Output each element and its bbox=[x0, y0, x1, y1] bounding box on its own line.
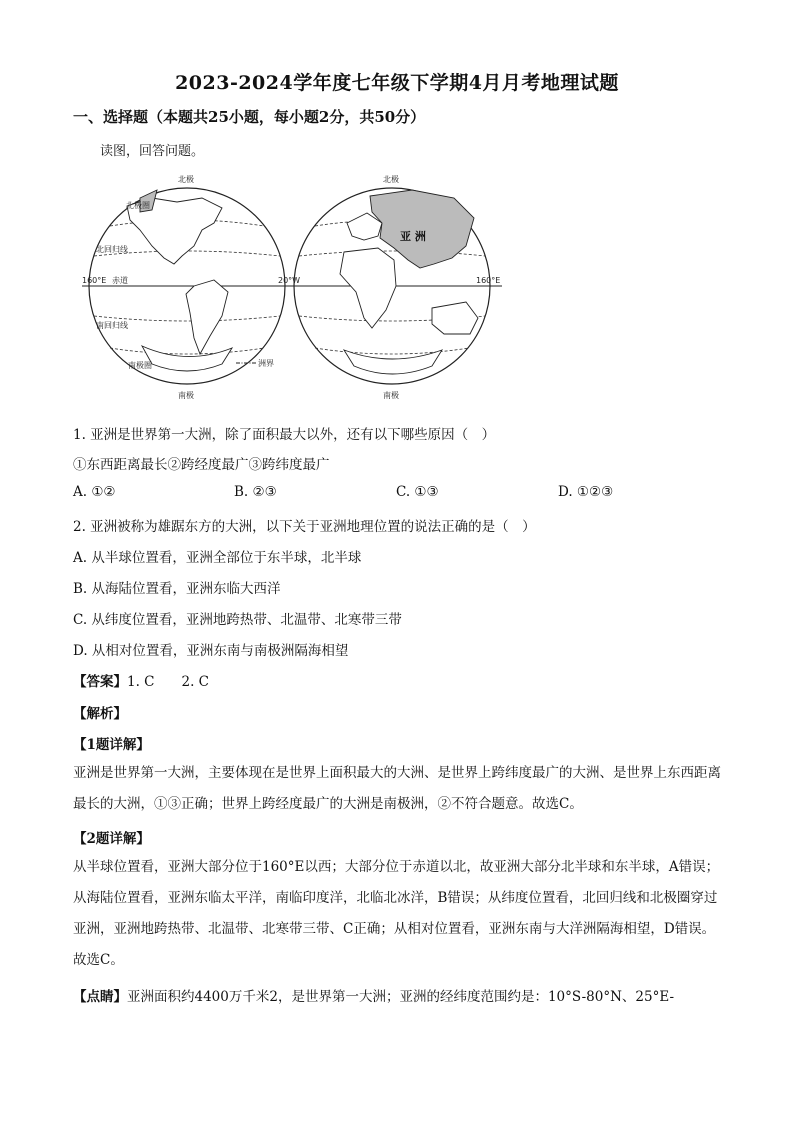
arctic-circle-label: 北极圈 bbox=[126, 201, 150, 210]
q1-option-c[interactable]: C. ①③ bbox=[396, 484, 439, 500]
q2-stem: 2. 亚洲被称为雄踞东方的大洲，以下关于亚洲地理位置的说法正确的是（ ） bbox=[73, 519, 536, 535]
q2-option-b[interactable]: B. 从海陆位置看，亚洲东临大西洋 bbox=[73, 581, 281, 597]
section-heading: 一、选择题（本题共25小题，每小题2分，共50分） bbox=[73, 108, 426, 126]
south-pole-left-label: 南极 bbox=[178, 391, 194, 400]
answer-text: 1. C 2. C bbox=[127, 674, 210, 690]
q1-items: ①东西距离最长②跨经度最广③跨纬度最广 bbox=[73, 457, 330, 473]
lon-160e-right-label: 160°E bbox=[476, 276, 501, 285]
south-pole-right-label: 南极 bbox=[383, 391, 399, 400]
asia-label: 亚 洲 bbox=[400, 230, 426, 243]
note-text: 亚洲面积约4400万千米2，是世界第一大洲；亚洲的经纬度范围约是：10°S-80°N、25°E- bbox=[127, 989, 675, 1005]
world-map-figure bbox=[82, 168, 502, 403]
note-line bbox=[73, 985, 674, 1005]
analysis-tag: 【解析】 bbox=[73, 706, 127, 722]
q2-option-a[interactable]: A. 从半球位置看，亚洲全部位于东半球，北半球 bbox=[73, 550, 362, 566]
q1-option-a[interactable]: A. ①② bbox=[73, 484, 116, 500]
note-tag: 【点睛】 bbox=[73, 989, 127, 1005]
tropic-capricorn-label: 南回归线 bbox=[96, 321, 128, 330]
north-pole-left-label: 北极 bbox=[178, 175, 194, 184]
q2-option-c[interactable]: C. 从纬度位置看，亚洲地跨热带、北温带、北寒带三带 bbox=[73, 612, 402, 628]
answer-line bbox=[73, 670, 209, 690]
q1-stem: 1. 亚洲是世界第一大洲，除了面积最大以外，还有以下哪些原因（ ） bbox=[73, 427, 496, 443]
north-pole-right-label: 北极 bbox=[383, 175, 399, 184]
legend-label: 洲界 bbox=[258, 359, 274, 368]
equator-label: 赤道 bbox=[112, 276, 128, 285]
lon-20w-label: 20°W bbox=[278, 276, 301, 285]
q2-option-d[interactable]: D. 从相对位置看，亚洲东南与南极洲隔海相望 bbox=[73, 643, 349, 659]
detail1-text: 亚洲是世界第一大洲，主要体现在是世界上面积最大的大洲、是世界上跨纬度最广的大洲、是世界上东西距离最长的大洲，①③正确；世界上跨经度最广的大洲是南极洲，②不符合题意。故选C。 bbox=[73, 765, 721, 812]
q1-option-b[interactable]: B. ②③ bbox=[234, 484, 277, 500]
tropic-cancer-label: 北回归线 bbox=[96, 245, 128, 254]
antarctic-circle-label: 南极圈 bbox=[128, 361, 152, 370]
detail2-tag: 【2题详解】 bbox=[73, 831, 150, 847]
page-title: 2023-2024学年度七年级下学期4月月考地理试题 bbox=[175, 72, 619, 94]
instruction-text: 读图，回答问题。 bbox=[100, 144, 205, 159]
lon-160e-left-label: 160°E bbox=[82, 276, 107, 285]
answer-tag: 【答案】 bbox=[73, 674, 127, 690]
q1-option-d[interactable]: D. ①②③ bbox=[558, 484, 614, 500]
detail2-text: 从半球位置看，亚洲大部分位于160°E以西；大部分位于赤道以北，故亚洲大部分北半球和东半球，A错误；从海陆位置看，亚洲东临太平洋，南临印度洋，北临北冰洋，B错误；从纬度位置看，北回归线和北极圈穿过亚洲，亚洲地跨热带、北温带、北寒带三带、C正确；从相对位置看，亚洲东南与大洋洲隔海相望，D错误。故选C。 bbox=[73, 859, 720, 968]
detail1-tag: 【1题详解】 bbox=[73, 737, 150, 753]
